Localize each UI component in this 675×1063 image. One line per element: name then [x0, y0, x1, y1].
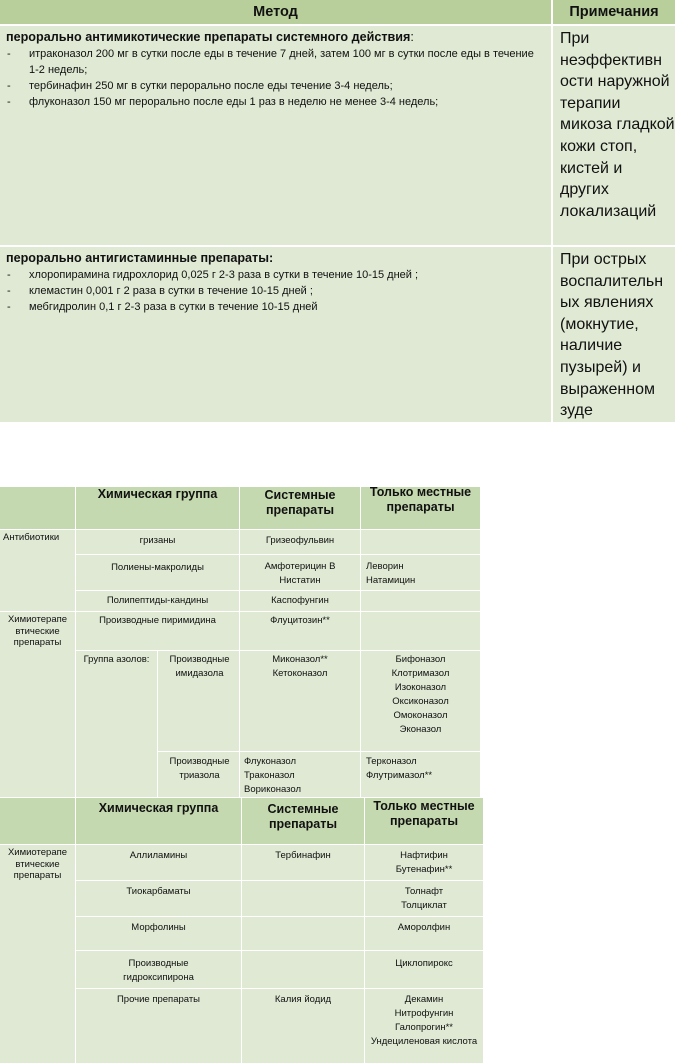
drug-kaspofungin: Каспофунгин	[271, 595, 329, 606]
drug-amorolfin: Аморолфин	[397, 922, 451, 933]
method-cell-antihistamine	[0, 247, 551, 422]
drug-terbinafin: Тербинафин	[275, 850, 331, 861]
list-item: - мебгидролин 0,1 г 2-3 раза в сутки в течение 10-15 дней	[6, 299, 545, 315]
note-cell: При неэффективн ости наружной терапии микоза гладкой кожи стоп, кистей и других локализаций	[553, 26, 675, 245]
drug-grizeofulvin: Гризеофульвин	[265, 535, 335, 546]
drug-list-thiocarbamates-local: Толнафт Толциклат	[401, 886, 447, 911]
group-polyenes: Полиены-макролиды	[111, 562, 204, 573]
list-item: - тербинафин 250 мг в сутки перорально после еды течение 3-4 недель;	[6, 78, 545, 94]
list-item: - клемастин 0,001 г 2 раза в сутки в течение 10-15 дней ;	[6, 283, 545, 299]
antifungal-classification-table-2	[0, 798, 483, 1063]
method-cell-antimycotic	[0, 26, 551, 245]
group-azoles: Группа азолов:	[83, 654, 150, 665]
group-morpholines: Морфолины	[131, 922, 186, 933]
drug-kalium-iodide: Калия йодид	[274, 994, 332, 1005]
list-item: - итраконазол 200 мг в сутки после еды в течение 7 дней, затем 100 мг в сутки после еды в течение 1-2 недель;	[6, 46, 545, 78]
drug-list-imidazole-systemic: Миконазол** Кетоконазол	[272, 654, 328, 679]
note-cell: При острых воспалительн ых явлениях (мокнутие, наличие пузырей) и выраженном зуде	[553, 247, 675, 422]
drug-ciclopirox: Циклопирокс	[395, 958, 453, 969]
drug-list-allylamines-local: Нафтифин Бутенафин**	[395, 850, 453, 875]
header-group: Химическая группа	[97, 487, 218, 501]
group-allylamines: Аллиламины	[129, 850, 188, 861]
group-grizany: гризаны	[139, 535, 176, 546]
header-notes	[553, 0, 675, 24]
group-pyrimidine: Производные пиримидина	[99, 615, 216, 626]
category-chemotherapeutic: Химиотерапе втические препараты	[7, 847, 68, 881]
drug-list-polyenes-local: Леворин Натамицин	[366, 561, 416, 586]
group-hydroxypyridones: Производные гидроксипирона	[123, 958, 194, 983]
treatment-table	[0, 0, 675, 422]
subgroup-triazole: Производные триазола	[169, 756, 230, 781]
header-method	[0, 0, 551, 24]
list-item: - флуконазол 150 мг перорально после еды 1 раз в неделю не менее 3-4 недель;	[6, 94, 545, 110]
drug-list-imidazole-local: Бифоназол Клотримазол Изоконазол Оксиконазол Омоконазол Эконазол	[391, 654, 450, 735]
method-list	[6, 267, 545, 315]
drug-list-polyenes-systemic: Амфотерицин В Нистатин	[264, 561, 336, 586]
method-title: перорально антигистаминные препараты:	[6, 251, 274, 265]
group-other: Прочие препараты	[116, 994, 201, 1005]
antifungal-classification-table-1	[0, 487, 480, 797]
subgroup-imidazole: Производные имидазола	[169, 654, 230, 679]
method-title: перорально антимикотические препараты системного действия:	[6, 30, 414, 44]
header-method-label: Метод	[253, 4, 298, 20]
drug-flucytozin: Флуцитозин**	[270, 615, 330, 626]
drug-list-triazole-systemic: Флуконазол Траконазол Вориконазол	[244, 756, 302, 795]
group-polypeptides: Полипептиды-кандины	[106, 595, 209, 606]
drug-list-triazole-local: Терконазол Флутримазол**	[366, 756, 433, 781]
header-systemic: Системные препараты	[264, 488, 336, 517]
group-thiocarbamates: Тиокарбаматы	[126, 886, 191, 897]
header-systemic: Системные препараты	[267, 802, 339, 831]
drug-list-other-local: Декамин Нитрофунгин Галопрогин** Ундециленовая кислота	[370, 994, 478, 1047]
header-local: Только местные препараты	[373, 799, 475, 828]
header-local: Только местные препараты	[369, 485, 472, 514]
list-item: - хлоропирамина гидрохлорид 0,025 г 2-3 раза в сутки в течение 10-15 дней ;	[6, 267, 545, 283]
category-antibiotics: Антибиотики	[3, 532, 60, 543]
header-notes-label: Примечания	[569, 4, 659, 20]
category-chemotherapeutic: Химиотерапе втические препараты	[7, 614, 68, 648]
method-list	[6, 46, 545, 110]
header-group: Химическая группа	[98, 801, 219, 815]
